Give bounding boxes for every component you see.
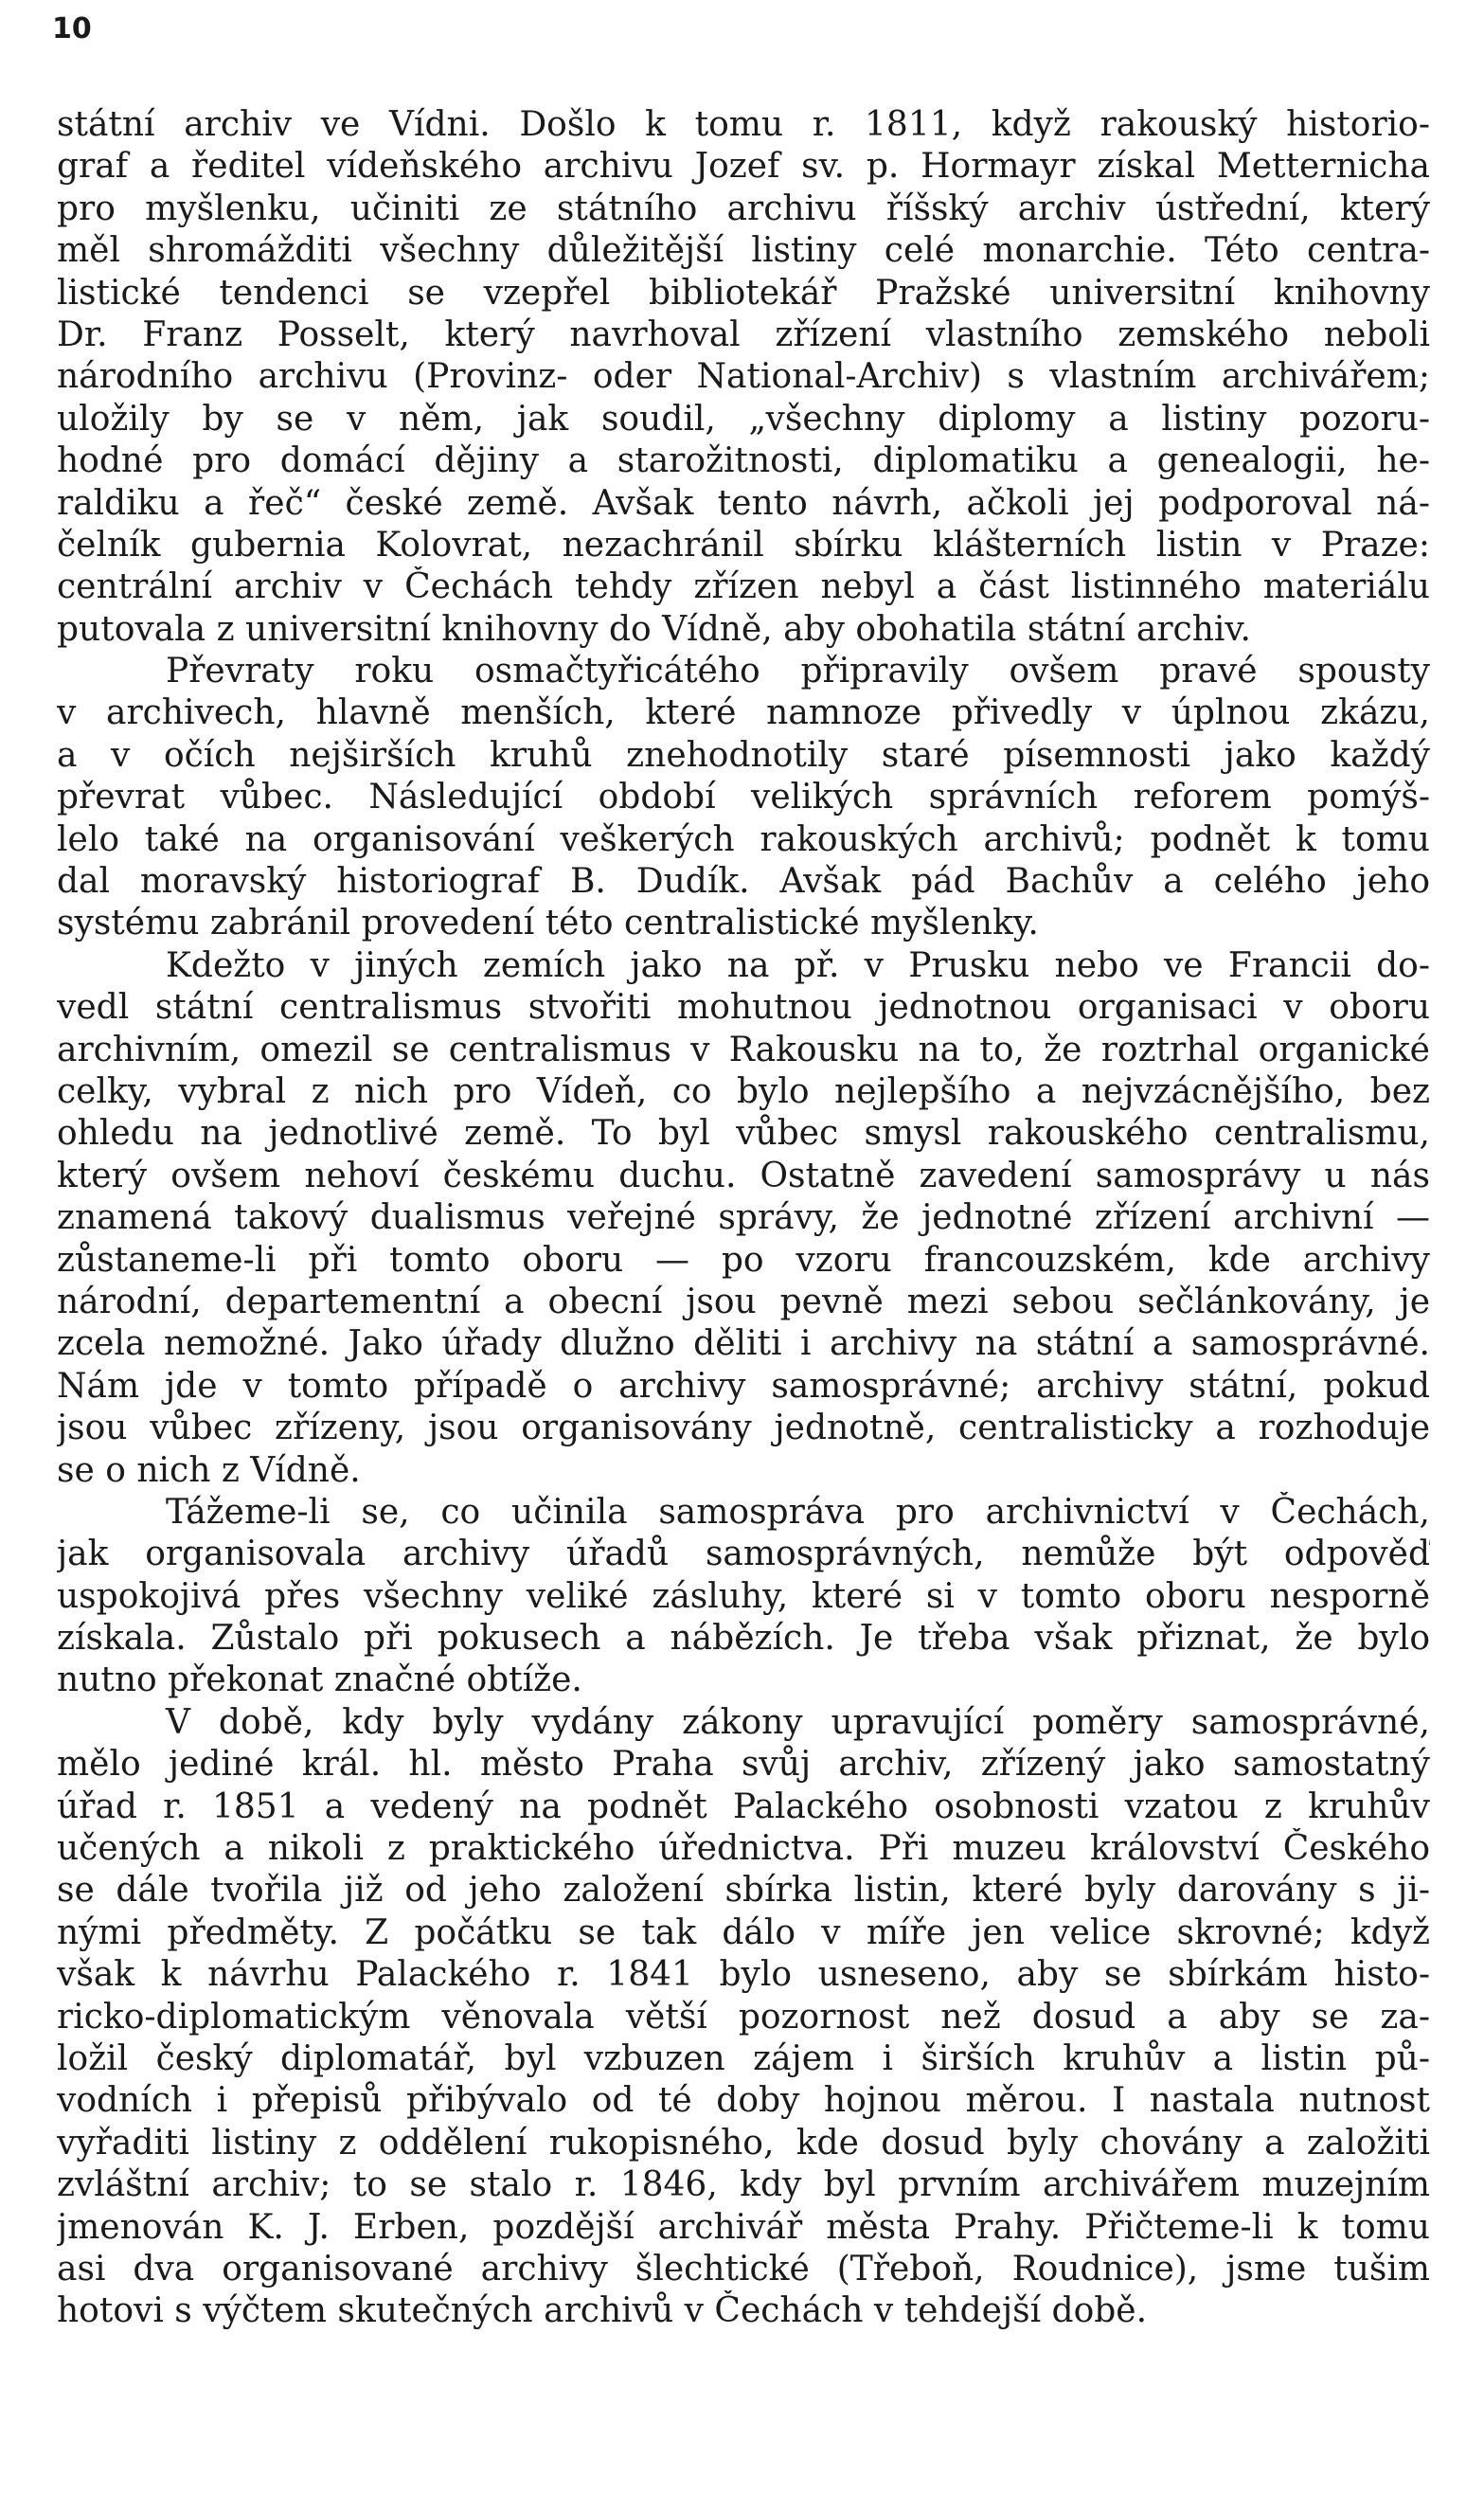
text-line: Kdežto v jiných zemích jako na př. v Prusku nebo ve Francii do-	[166, 945, 1430, 985]
text-line: jsou vůbec zřízeny, jsou organisovány jednotně, centralisticky a rozhoduje	[57, 1409, 1430, 1448]
text-line: a v očích nejširších kruhů znehodnotily staré písemnosti jako každý	[57, 735, 1430, 775]
text-line: Dr. Franz Posselt, který navrhoval zřízení vlastního zemského neboli	[57, 314, 1430, 354]
paragraph	[57, 1492, 1430, 1702]
text-line: nými předměty. Z počátku se tak dálo v míře jen velice skrovné; když	[57, 1912, 1430, 1952]
text-line: v archivech, hlavně menších, které namnoze přivedly v úplnou zkázu,	[57, 693, 1430, 733]
text-line: zůstaneme-li při tomto oboru — po vzoru francouzském, kde archivy	[57, 1240, 1430, 1280]
paragraph	[57, 651, 1430, 945]
text-line: převrat vůbec. Následující období velikých správních reforem pomýš-	[57, 778, 1430, 817]
page-number: 10	[52, 12, 92, 45]
text-line: raldiku a řeč“ české země. Avšak tento návrh, ačkoli jej podporoval ná-	[57, 483, 1430, 523]
text-line: centrální archiv v Čechách tehdy zřízen nebyl a část listinného materiálu	[57, 567, 1430, 607]
text-line: celky, vybral z nich pro Vídeň, co bylo nejlepšího a nejvzácnějšího, bez	[57, 1071, 1430, 1111]
text-line: národního archivu (Provinz- oder National-Archiv) s vlastním archivářem;	[57, 357, 1430, 397]
text-line: se dále tvořila již od jeho založení sbírka listin, které byly darovány s ji-	[57, 1871, 1430, 1911]
paragraph	[57, 104, 1430, 651]
text-line: lelo také na organisování veškerých rakouských archivů; podnět k tomu	[57, 819, 1430, 859]
text-line: Převraty roku osmačtyřicátého připravily ovšem pravé spousty	[166, 652, 1430, 691]
paragraph	[57, 1702, 1430, 2333]
text-line: znamená takový dualismus veřejné správy, že jednotné zřízení archivní —	[57, 1198, 1430, 1238]
text-line: zvláštní archiv; to se stalo r. 1846, kdy byl prvním archivářem muzejním	[57, 2165, 1430, 2205]
text-line: jmenován K. J. Erben, pozdější archivář města Prahy. Přičteme-li k tomu	[57, 2207, 1430, 2247]
text-line: vyřaditi listiny z oddělení rukopisného, kde dosud byly chovány a založiti	[57, 2123, 1430, 2163]
text-line: vedl státní centralismus stvořiti mohutnou jednotnou organisaci v oboru	[57, 988, 1430, 1028]
text-line: graf a ředitel vídeňského archivu Jozef sv. p. Hormayr získal Metternicha	[57, 147, 1430, 187]
text-line: uspokojivá přes všechny veliké zásluhy, které si v tomto oboru nesporně	[57, 1576, 1430, 1616]
text-line: ricko-diplomatickým věnovala větší pozornost než dosud a aby se za-	[57, 1997, 1430, 2037]
text-line: Tážeme-li se, co učinila samospráva pro archivnictví v Čechách,	[166, 1492, 1430, 1532]
text-line: dal moravský historiograf B. Dudík. Avšak pád Bachův a celého jeho	[57, 862, 1430, 902]
text-line: národní, departementní a obecní jsou pevně mezi sebou sečlánkovány, je	[57, 1282, 1430, 1321]
text-line: systému zabránil provedení této centralistické myšlenky.	[57, 904, 1039, 943]
text-line: získala. Zůstalo při pokusech a nábězích. Je třeba však přiznat, že bylo	[57, 1619, 1430, 1659]
text-line: jak organisovala archivy úřadů samosprávných, nemůže být odpověď	[57, 1535, 1430, 1574]
text-line: nutno překonat značné obtíže.	[57, 1660, 582, 1700]
text-line: listické tendenci se vzepřel bibliotekář Pražské universitní knihovny	[57, 273, 1430, 313]
text-line: uložily by se v něm, jak soudil, „všechny diplomy a listiny pozoru-	[57, 399, 1430, 439]
text-line: učených a nikoli z praktického úřednictva. Při muzeu království Českého	[57, 1829, 1430, 1869]
text-line: V době, kdy byly vydány zákony upravující poměry samosprávné,	[166, 1702, 1430, 1742]
text-body	[57, 104, 1430, 2333]
text-line: hotovi s výčtem skutečných archivů v Čechách v tehdejší době.	[57, 2291, 1148, 2331]
text-line: ložil český diplomatář, byl vzbuzen zájem i širších kruhův a listin pů-	[57, 2038, 1430, 2078]
text-line: státní archiv ve Vídni. Došlo k tomu r. 1811, když rakouský historio-	[57, 105, 1430, 144]
text-line: putovala z universitní knihovny do Vídně, aby obohatila státní archiv.	[57, 609, 1251, 649]
text-line: mělo jediné král. hl. město Praha svůj archiv, zřízený jako samostatný	[57, 1745, 1430, 1785]
text-line: archivním, omezil se centralismus v Rakousku na to, že roztrhal organické	[57, 1030, 1430, 1069]
text-line: hodné pro domácí dějiny a starožitnosti, diplomatiku a genealogii, he-	[57, 441, 1430, 481]
text-line: čelník gubernia Kolovrat, nezachránil sbírku klášterních listin v Praze:	[57, 525, 1430, 565]
text-line: pro myšlenku, učiniti ze státního archivu říšský archiv ústřední, který	[57, 188, 1430, 228]
text-line: však k návrhu Palackého r. 1841 bylo usneseno, aby se sbírkám histo-	[57, 1955, 1430, 1995]
text-line: Nám jde v tomto případě o archivy samosprávné; archivy státní, pokud	[57, 1366, 1430, 1406]
text-line: zcela nemožné. Jako úřady dlužno děliti i archivy na státní a samosprávné.	[57, 1324, 1430, 1364]
paragraph	[57, 945, 1430, 1492]
text-line: který ovšem nehoví českému duchu. Ostatně zavedení samosprávy u nás	[57, 1156, 1430, 1195]
text-line: měl shromážditi všechny důležitější listiny celé monarchie. Této centra-	[57, 231, 1430, 271]
text-line: se o nich z Vídně.	[57, 1450, 361, 1490]
text-line: úřad r. 1851 a vedený na podnět Palackého osobnosti vzatou z kruhův	[57, 1786, 1430, 1826]
text-line: asi dva organisované archivy šlechtické (Třeboň, Roudnice), jsme tušim	[57, 2249, 1430, 2289]
text-line: ohledu na jednotlivé země. To byl vůbec smysl rakouského centralismu,	[57, 1114, 1430, 1154]
text-line: vodních i přepisů přibývalo od té doby hojnou měrou. I nastala nutnost	[57, 2081, 1430, 2121]
